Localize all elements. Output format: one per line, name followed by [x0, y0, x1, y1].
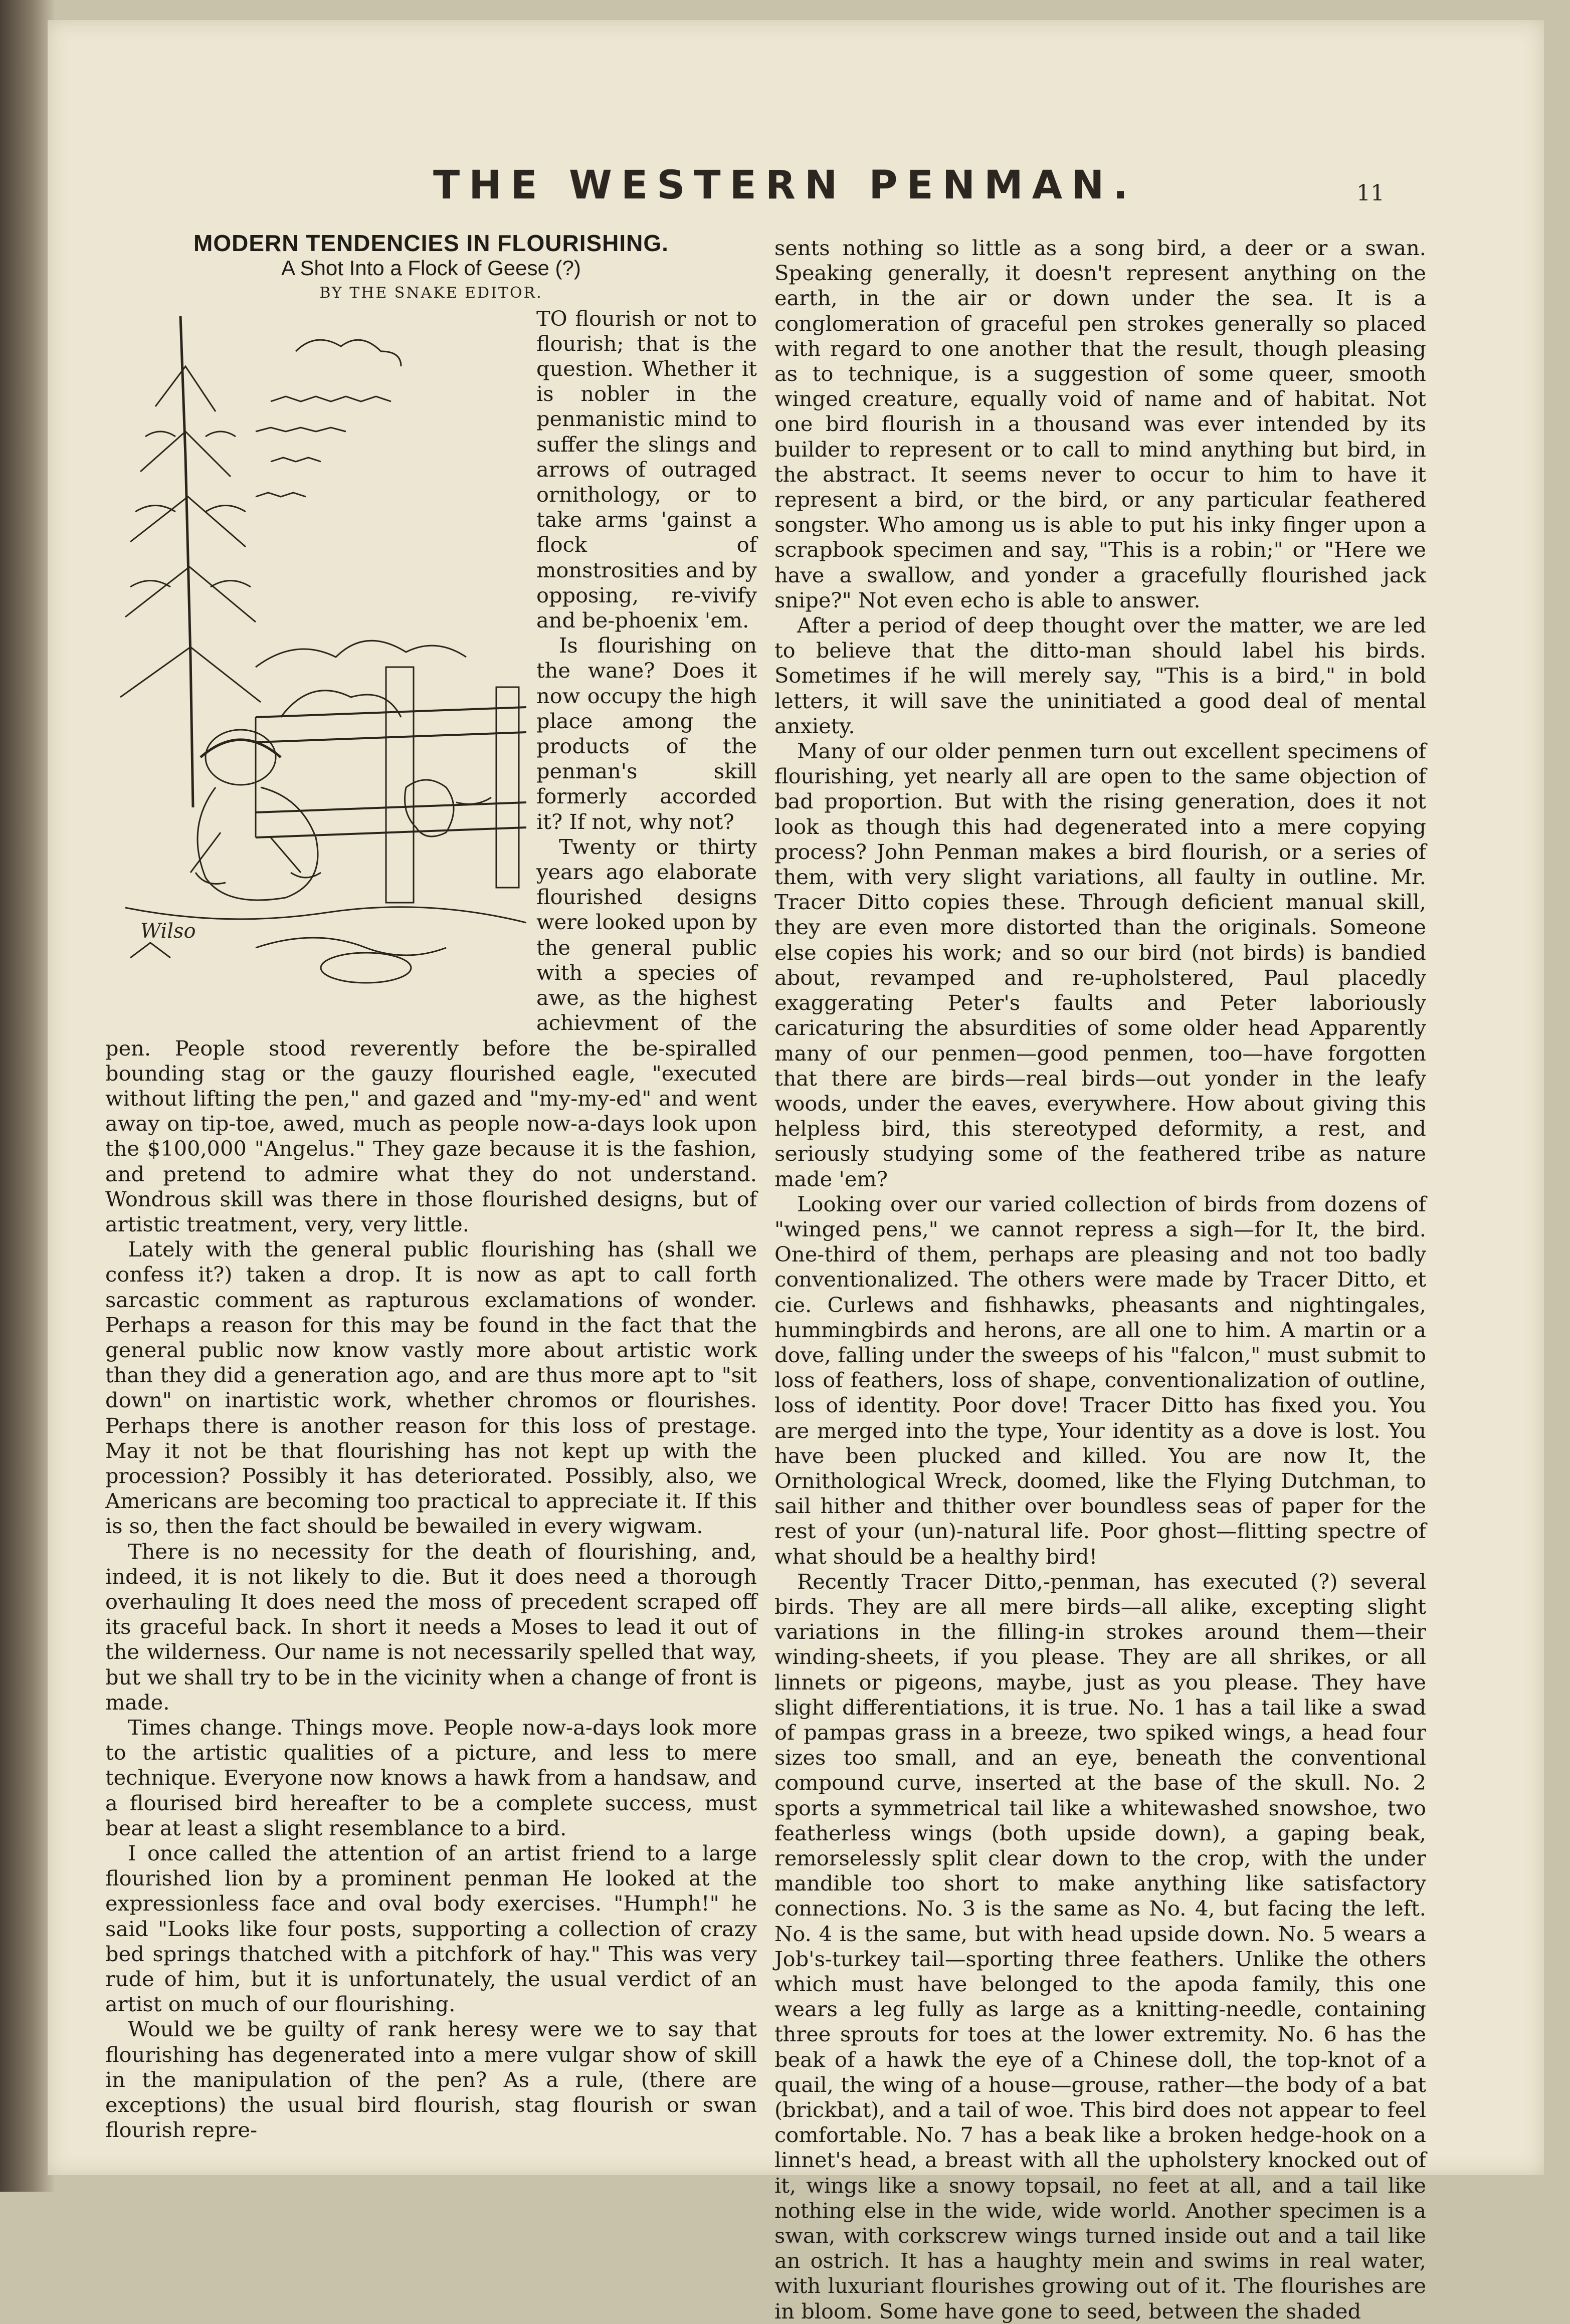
article-column-left — [105, 231, 757, 2143]
paragraph: I once called the attention of an artist friend to a large flourished lion by a prominent penman He looked at the expressionless face and oval body exercises. "Humph!" he said "Looks like four posts, supporting a collection of crazy bed springs thatched with a pitchfork of hay." This was very rude of him, but it is unfortunately, the usual verdict of an artist on much of our flourishing. — [105, 1841, 757, 2017]
page-header — [0, 163, 1570, 208]
artist-signature: Wilso — [140, 919, 196, 943]
paragraph: Twenty or thirty years ago elaborate flourished designs were looked upon by the general public with a species of awe, as the highest achievment of the pen. People stood reverently before the be-spiralled bounding stag or the gauzy flourished eagle, "executed without lifting the pen," and gazed and "my-my-ed" and went away on tip-toe, awed, much as people now-a-days look upon the $100,000 "Angelus." They gaze because it is the fashion, and pretend to admire what they do not understand. Wondrous skill was there in those flourished designs, but of artistic treatment, very, very little. — [105, 834, 757, 1236]
article-subtitle: A Shot Into a Flock of Geese (?) — [281, 256, 581, 280]
masthead: THE WESTERN PENMAN. — [433, 163, 1137, 208]
paragraph: Recently Tracer Ditto,-penman, has executed (?) several birds. They are all mere birds—all alike, excepting slight variations in the filling-in strokes around them—their winding-sheets, if you please. They are all shrikes, or all linnets or pigeons, maybe, just as you please. They have slight differentiations, it is true. No. 1 has a tail like a swad of pampas grass in a breeze, two spiked wings, a head four sizes too small, and an eye, beneath the conventional compound curve, inserted at the base of the skull. No. 2 sports a symmetrical tail like a whitewashed snowshoe, two featherless wings (both upside down), a gaping beak, remorselessly split clear down to the crop, with the under mandible too short to make anything like satisfactory connections. No. 3 is the same as No. 4, but facing the left. No. 4 is the same, but with head upside down. No. 5 wears a Job's-turkey tail—sporting three feathers. Unlike the others which must have belonged to the apoda family, this one wears a leg fully as large as a knitting-needle, containing three sprouts for toes at the lower extremity. No. 6 has the beak of a hawk the eye of a Chinese doll, the top-knot of a quail, the wing of a house—grouse, rather—the body of a bat (brickbat), and a tail of woe. This bird does not appear to feel comfortable. No. 7 has a beak like a broken hedge-hook on a linnet's head, a breast with all the upholstery knocked out of it, wings like a snowy topsail, no feet at all, and a tail like nothing else in the wide, wide world. Another specimen is a swan, with corkscrew wings turned inside out and a tail like an ostrich. It has a haughty mein and swims in real water, with luxuriant flourishes growing out of it. The flourishes are in bloom. Some have gone to seed, between the shaded — [774, 1569, 1426, 2323]
article-column-right — [774, 236, 1426, 2324]
paragraph: Times change. Things move. People now-a-days look more to the artistic qualities of a picture, and less to mere technique. Everyone now knows a hawk from a handsaw, and a flourised bird hereafter to be a complete success, must bear at least a slight resemblance to a bird. — [105, 1715, 757, 1840]
page-number: 11 — [1356, 180, 1385, 206]
paragraph: Many of our older penmen turn out excellent specimens of flourishing, yet nearly all are open to the same objection of bad proportion. But with the rising generation, does it not look as though this had degenerated into a mere copying process? John Penman makes a bird flourish, or a series of them, with very slight variations, all faulty in outline. Mr. Tracer Ditto copies these. Through deficient manual skill, they are even more distorted than the originals. Someone else copies his work; and so our bird (not birds) is bandied about, revamped and re-upholstered, Paul placedly exaggerating Peter's faults and Peter laboriously caricaturing the absurdities of some older head Apparently many of our penmen—good penmen, too—have forgotten that there are birds—real birds—out yonder in the leafy woods, under the eaves, everywhere. How about giving this helpless bird, this stereotyped deformity, a rest, and seriously studying some of the feathered tribe as nature made 'em? — [774, 739, 1426, 1191]
article-title: MODERN TENDENCIES IN FLOURISHING. — [193, 230, 669, 256]
fence-tree-illustration — [105, 306, 526, 1023]
article-byline: BY THE SNAKE EDITOR. — [319, 284, 543, 302]
paragraph: Looking over our varied collection of birds from dozens of "winged pens," we cannot repress a sigh—for It, the bird. One-third of them, perhaps are pleasing and not too badly conventionalized. The others were made by Tracer Ditto, et cie. Curlews and fishhawks, pheasants and nightingales, hummingbirds and herons, are all one to him. A martin or a dove, falling under the sweeps of his "falcon," must submit to loss of feathers, loss of shape, conventionalization of outline, loss of identity. Poor dove! Tracer Ditto has fixed you. You are merged into the type, Your identity as a dove is lost. You have been plucked and killed. You are now It, the Ornithological Wreck, doomed, like the Flying Dutchman, to sail hither and thither over boundless seas of paper for the rest of your (un)-natural life. Poor ghost—flitting spectre of what should be a healthy bird! — [774, 1191, 1426, 1569]
paragraph: Lately with the general public flourishing has (shall we confess it?) taken a drop. It is now as apt to call forth sarcastic comment as rapturous exclamations of wonder. Perhaps a reason for this may be found in the fact that the general public now know vastly more about artistic work than they did a generation ago, and are thus more apt to "sit down" on inartistic work, whether chromos or flourishes. Perhaps there is another reason for this loss of prestage. May it not be that flourishing has not kept up with the procession? Possibly it has deteriorated. Possibly, also, we Americans are becoming too practical to appreciate it. If this is so, then the fact should be bewailed in every wigwam. — [105, 1237, 757, 1539]
paragraph: There is no necessity for the death of flourishing, and, indeed, it is not likely to die. But it does need a thorough overhauling It does need the moss of precedent scraped off its graceful back. In short it needs a Moses to lead it out of the wilderness. Our name is not necessarily spelled that way, but we shall try to be in the vicinity when a change of front is made. — [105, 1539, 757, 1715]
paragraph: Is flourishing on the wane? Does it now occupy the high place among the products of the penman's skill formerly accorded it? If not, why not? — [536, 633, 757, 834]
paragraph: After a period of deep thought over the matter, we are led to believe that the ditto-man should label his birds. Sometimes if he will merely say, "This is a bird," in bold letters, it will save the uninitiated a good deal of mental anxiety. — [774, 613, 1426, 738]
illustration-boy-by-fence — [105, 306, 526, 1023]
paragraph: Would we be guilty of rank heresy were we to say that flourishing has degenerated into a mere vulgar show of skill in the manipulation of the pen? As a rule, (there are exceptions) the usual bird flourish, stag flourish or swan flourish repre- — [105, 2017, 757, 2143]
paragraph: sents nothing so little as a song bird, a deer or a swan. Speaking generally, it doesn't represent anything on the earth, in the air or down under the sea. It is a conglomeration of graceful pen strokes generally so placed with regard to one another that the result, though pleasing as to technique, is a suggestion of some queer, smooth winged creature, equally void of name and of habitat. Not one bird flourish in a thousand was ever intended by its builder to represent or to call to mind anything but bird, in the abstract. It seems never to occur to him to have it represent a bird, or the bird, or any particular feathered songster. Who among us is able to put his inky finger upon a scrapbook specimen and say, "This is a robin;" or "Here we have a swallow, and yonder a gracefully flourished jack snipe?" Not even echo is able to answer. — [774, 236, 1426, 612]
book-spine-shadow — [0, 0, 55, 2192]
paragraph: TO flourish or not to flourish; that is the question. Whether it is nobler in the penmanistic mind to suffer the slings and arrows of outraged ornithology, or to take arms 'gainst a flock of monstrosities and by opposing, re-vivify and be-phoenix 'em. — [536, 306, 757, 633]
